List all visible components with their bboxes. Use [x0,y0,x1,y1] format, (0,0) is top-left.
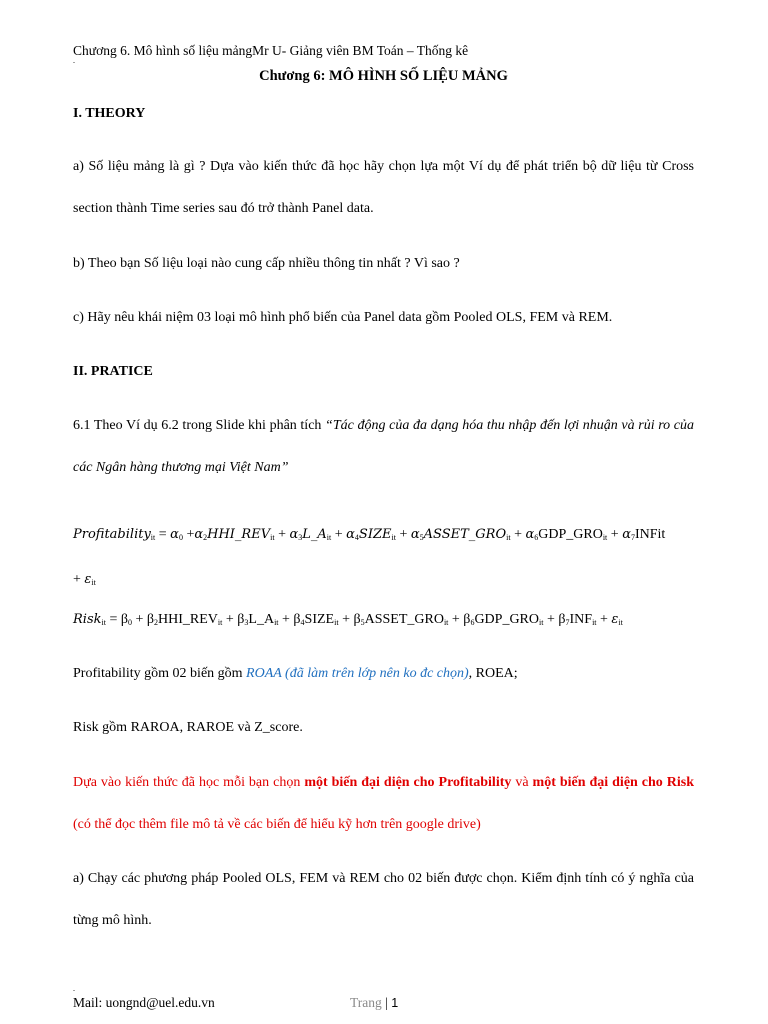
footer-dot: . [73,984,75,993]
instruction-red-3: và [511,775,533,790]
profitability-equation: Profitability$_{it}$ = $\alpha_0$ $+\alpha_2HHI\_REV_{it}$ + $\alpha_3L\_A_{it}$ + $\alpha_4SIZE_{it}$ + $\alpha_5ASSET\_GRO_{it}$ + $\alpha_6GDP\_GRO_{it}$ + $\alpha_7INFit$ + $\varepsilon_{it}$ [73,527,666,587]
footer-page-num: 1 [391,996,399,1010]
page-title: Chương 6: MÔ HÌNH SỐ LIỆU MẢNG [259,68,508,84]
header-dot: . [73,56,75,65]
profitability-variables [73,666,694,682]
footer-page-number [350,995,398,1011]
instruction-red-5: (có thể đọc thêm file mô tả về các biến để hiểu kỹ hơn trên google drive) [73,817,481,832]
practice-question-a: a) Chạy các phương pháp Pooled OLS, FEM và REM cho 02 biến được chọn. Kiểm định tính có ý nghĩa của từng mô hình. [73,871,694,928]
instruction-red [73,762,694,846]
profitability-tail: , ROEA; [468,666,518,681]
section-theory-heading: I. THEORY [73,106,146,121]
risk-equation: Risk$_{it}$ = $\beta_0$ + $\beta_2HHI\_REV_{it}$ + $\beta_3L\_A_{it}$ + $\beta_4SIZE_{it}$ + $\beta_5ASSET\_GRO_{it}$ + $\beta_6GDP\_GRO_{it} + \beta_7INF_{it} + \varepsilon_{it}$ [73,612,623,627]
instruction-red-1: Dựa vào kiến thức đã học mỗi bạn chọn [73,775,305,790]
footer-mail: Mail: uongnd@uel.edu.vn [73,995,215,1010]
practice-6-1 [73,405,694,489]
practice-6-1-quote: “Tác động của đa dạng hóa thu nhập đến lợi nhuận và rủi ro của các Ngân hàng thương mại Việt Nam” [73,418,694,475]
profitability-roaa-note: ROAA (đã làm trên lớp nên ko đc chọn) [246,666,469,681]
theory-question-b: b) Theo bạn Số liệu loại nào cung cấp nhiều thông tin nhất ? Vì sao ? [73,256,460,271]
risk-variables: Risk gồm RAROA, RAROE và Z_score. [73,720,303,735]
instruction-red-2: một biến đại diện cho Profitability [304,775,512,790]
running-header: Chương 6. Mô hình số liệu mảngMr U- Giảng viên BM Toán – Thống kê [73,43,469,58]
profitability-intro: Profitability gồm 02 biến gồm [73,666,247,681]
practice-6-1-prefix: 6.1 Theo Ví dụ 6.2 trong Slide khi phân tích [73,418,326,433]
footer-page-sep: | [381,995,392,1010]
section-practice-heading: II. PRATICE [73,364,153,379]
theory-question-c: c) Hãy nêu khái niệm 03 loại mô hình phổ biến của Panel data gồm Pooled OLS, FEM và REM. [73,310,613,325]
theory-question-a: a) Số liệu mảng là gì ? Dựa vào kiến thức đã học hãy chọn lựa một Ví dụ để phát triển bộ dữ liệu từ Cross section thành Time series sau đó trở thành Panel data. [73,159,694,216]
footer-page-label: Trang [350,995,382,1010]
instruction-red-4: một biến đại diện cho Risk [532,775,694,790]
